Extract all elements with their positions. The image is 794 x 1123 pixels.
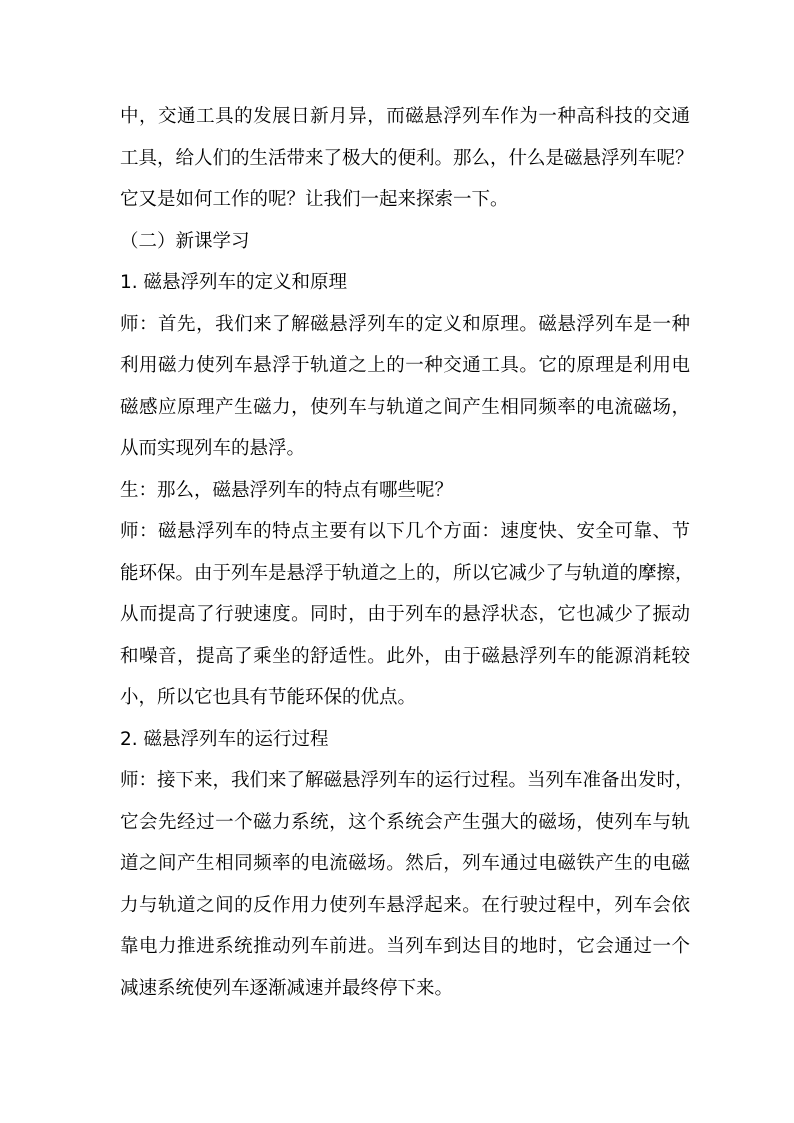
subsection-heading: 1. 磁悬浮列车的定义和原理 xyxy=(120,272,348,293)
text-line: 磁感应原理产生磁力，使列车与轨道之间产生相同频率的电流磁场， xyxy=(120,396,690,418)
text-line: 它会先经过一个磁力系统，这个系统会产生强大的磁场，使列车与轨 xyxy=(120,811,690,833)
text-line: 生：那么，磁悬浮列车的特点有哪些呢？ xyxy=(120,479,454,501)
text-line: 它又是如何工作的呢？让我们一起来探索一下。 xyxy=(120,189,509,210)
text-line: 靠电力推进系统推动列车前进。当列车到达目的地时，它会通过一个 xyxy=(120,936,690,957)
text-line: 道之间产生相同频率的电流磁场。然后，列车通过电磁铁产生的电磁 xyxy=(120,853,690,874)
text-line: 从而实现列车的悬浮。 xyxy=(120,438,306,459)
text-line: 利用磁力使列车悬浮于轨道之上的一种交通工具。它的原理是利用电 xyxy=(120,355,690,376)
text-line: 减速系统使列车逐渐减速并最终停下来。 xyxy=(120,977,454,999)
text-line: 师：首先，我们来了解磁悬浮列车的定义和原理。磁悬浮列车是一种 xyxy=(120,313,690,335)
text-line: 小，所以它也具有节能环保的优点。 xyxy=(120,687,417,708)
text-line: 师：磁悬浮列车的特点主要有以下几个方面：速度快、安全可靠、节 xyxy=(120,521,690,542)
text-line: 从而提高了行驶速度。同时，由于列车的悬浮状态，它也减少了振动 xyxy=(120,604,690,625)
text-line: 中，交通工具的发展日新月异，而磁悬浮列车作为一种高科技的交通 xyxy=(120,106,690,127)
text-line: 能环保。由于列车是悬浮于轨道之上的，所以它减少了与轨道的摩擦， xyxy=(120,562,694,584)
text-line: 和噪音，提高了乘坐的舒适性。此外，由于磁悬浮列车的能源消耗较 xyxy=(120,645,690,667)
subsection-heading: 2. 磁悬浮列车的运行过程 xyxy=(120,728,329,750)
text-line: 师：接下来，我们来了解磁悬浮列车的运行过程。当列车准备出发时， xyxy=(120,770,694,791)
text-line: 力与轨道之间的反作用力使列车悬浮起来。在行驶过程中，列车会依 xyxy=(120,894,690,916)
text-line: 工具，给人们的生活带来了极大的便利。那么，什么是磁悬浮列车呢？ xyxy=(120,147,694,169)
document-body xyxy=(120,96,694,1009)
section-heading: （二）新课学习 xyxy=(120,230,250,252)
